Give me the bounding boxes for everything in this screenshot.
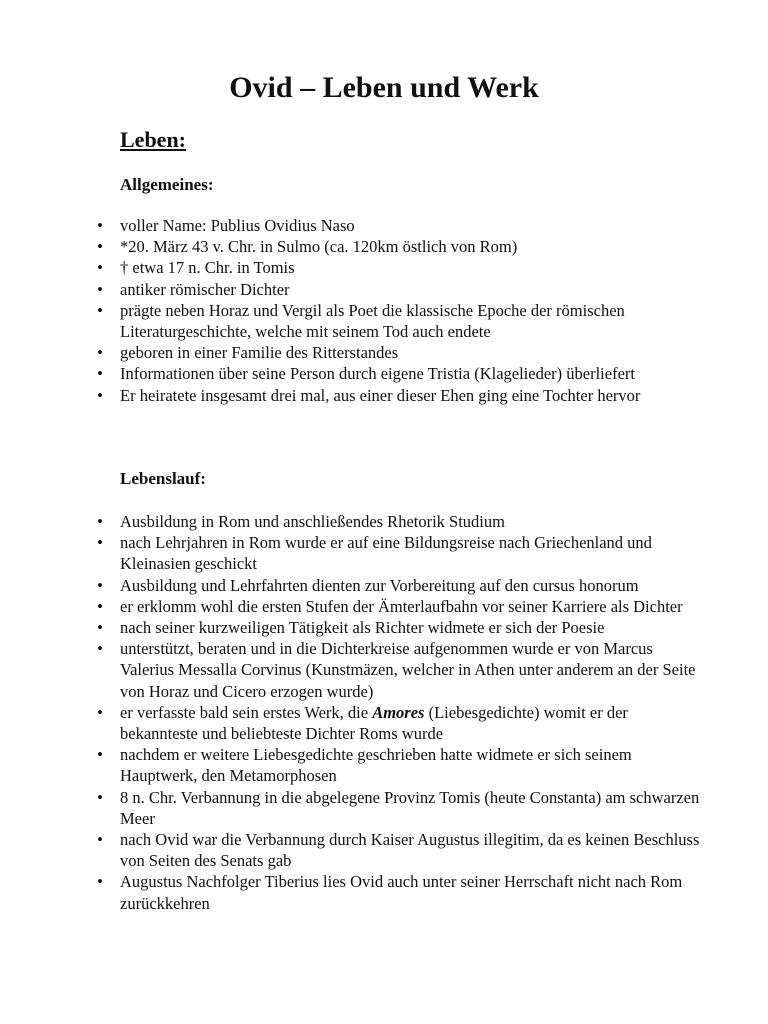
bullet-icon: • <box>97 618 103 638</box>
list-item <box>0 744 700 786</box>
list-item-text: † etwa 17 n. Chr. in Tomis <box>120 258 295 278</box>
list-item <box>0 257 700 278</box>
subheading-lebenslauf: Lebenslauf: <box>120 469 206 488</box>
list-item <box>0 342 700 363</box>
bullet-icon: • <box>97 830 103 850</box>
list-item-text: geboren in einer Familie des Ritterstandes <box>120 343 399 363</box>
section-heading-leben: Leben: <box>120 127 186 152</box>
list-item-text: nach Lehrjahren in Rom wurde er auf eine Bildungsreise nach Griechenland und Kleinasien geschickt <box>120 533 652 574</box>
bullet-icon: • <box>97 872 103 892</box>
list-item-text: prägte neben Horaz und Vergil als Poet die klassische Epoche der römischen Literaturgeschichte, welche mit seinem Tod auch endete <box>120 300 625 342</box>
list-item <box>0 385 700 406</box>
bullet-icon: • <box>97 343 103 363</box>
list-item-text: nach Ovid war die Verbannung durch Kaiser Augustus illegitim, da es keinen Beschluss von Seiten des Senats gab <box>120 830 700 871</box>
list-item-text: Augustus Nachfolger Tiberius lies Ovid auch unter seiner Herrschaft nicht nach Rom zurückkehren <box>120 872 683 913</box>
bullet-icon: • <box>97 512 103 531</box>
list-item-text: voller Name: Publius Ovidius Naso <box>120 216 355 235</box>
list-item <box>0 787 700 829</box>
lebenslauf-list <box>0 511 700 914</box>
list-item-text: nachdem er weitere Liebesgedichte geschrieben hatte widmete er sich seinem Hauptwerk, den Metamorphosen <box>120 745 632 786</box>
work-title-amores: Amores <box>372 702 425 722</box>
list-item-text: Er heiratete insgesamt drei mal, aus einer dieser Ehen ging eine Tochter hervor <box>120 385 641 405</box>
list-item-text: 8 n. Chr. Verbannung in die abgelegene Provinz Tomis (heute Constanta) am schwarzen Meer <box>120 787 700 828</box>
list-item <box>0 300 700 342</box>
list-item-text: *20. März 43 v. Chr. in Sulmo (ca. 120km östlich von Rom) <box>120 237 518 257</box>
bullet-icon: • <box>97 639 103 659</box>
list-item-text-after: (Liebesgedichte) womit er der bekannteste und beliebteste Dichter Roms wurde <box>120 702 628 744</box>
list-item <box>0 617 700 638</box>
list-item <box>0 279 700 300</box>
list-item <box>0 829 700 871</box>
page-title: Ovid – Leben und Werk <box>229 71 539 104</box>
allgemeines-list <box>0 215 700 406</box>
list-item-text: Ausbildung in Rom und anschließendes Rhetorik Studium <box>120 512 505 531</box>
list-item-text: nach seiner kurzweiligen Tätigkeit als Richter widmete er sich der Poesie <box>120 618 605 638</box>
list-item <box>0 702 700 744</box>
subheading-allgemeines: Allgemeines: <box>120 175 214 194</box>
bullet-icon: • <box>97 279 103 299</box>
list-item <box>0 532 700 574</box>
list-item <box>0 575 700 596</box>
bullet-icon: • <box>97 702 103 722</box>
list-item-text: antiker römischer Dichter <box>120 279 290 299</box>
bullet-icon: • <box>97 596 103 616</box>
list-item <box>0 511 700 532</box>
list-item <box>0 871 700 913</box>
bullet-icon: • <box>97 216 103 235</box>
bullet-icon: • <box>97 533 103 553</box>
list-item <box>0 236 700 257</box>
bullet-icon: • <box>97 258 103 278</box>
bullet-icon: • <box>97 300 103 320</box>
bullet-icon: • <box>97 385 103 405</box>
list-item-text: Informationen über seine Person durch eigene Tristia (Klagelieder) überliefert <box>120 364 635 384</box>
list-item-text: er erklomm wohl die ersten Stufen der Ämterlaufbahn vor seiner Karriere als Dichter <box>120 596 683 616</box>
bullet-icon: • <box>97 745 103 765</box>
list-item-text-before: er verfasste bald sein erstes Werk, die <box>120 702 373 722</box>
list-item-text: Ausbildung und Lehrfahrten dienten zur Vorbereitung auf den cursus honorum <box>120 575 639 595</box>
bullet-icon: • <box>97 364 103 384</box>
bullet-icon: • <box>97 237 103 257</box>
list-item <box>0 638 700 702</box>
list-item-text <box>120 703 628 743</box>
list-item <box>0 363 700 384</box>
bullet-icon: • <box>97 575 103 595</box>
list-item <box>0 596 700 617</box>
bullet-icon: • <box>97 787 103 807</box>
list-item-text: unterstützt, beraten und in die Dichterkreise aufgenommen wurde er von Marcus Valerius Messalla Corvinus (Kunstmäzen, welcher in Athen unter anderem an der Seite von Horaz und Cicero erzogen wurde) <box>120 639 696 701</box>
list-item <box>0 215 700 236</box>
